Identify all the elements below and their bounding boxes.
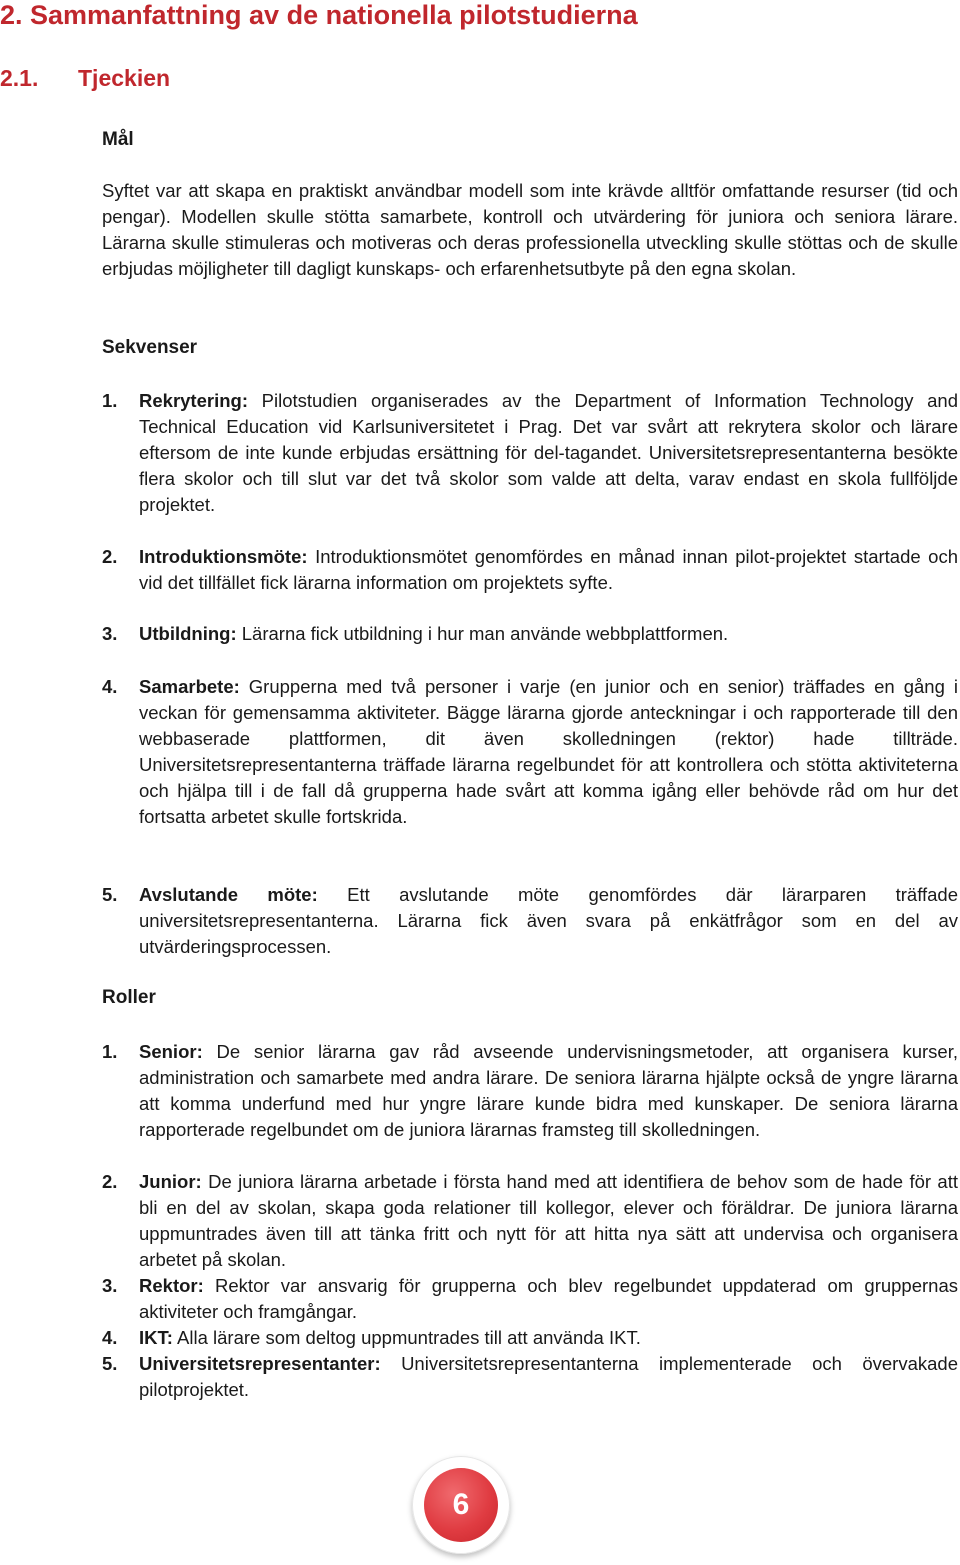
item-number: 3. xyxy=(102,1275,118,1296)
sekvens-item-rekrytering xyxy=(102,388,958,518)
page-number-badge xyxy=(412,1456,510,1554)
item-text: De senior lärarna gav råd avseende undervisningsmetoder, att organisera kurser, administration och samarbete med andra lärare. De seniora lärarna hjälpte också de yngre lärarna att komma underfund med hur yngre lärare kunde bidra med kunskaper. De seniora lärarna rapporterade regelbundet om de juniora lärarnas framsteg till skolledningen. xyxy=(139,1041,959,1140)
item-number: 2. xyxy=(102,1171,118,1192)
item-text: Introduktionsmötet genomfördes en månad innan pilot-projektet startade och vid det tillfället fick lärarna information om projektets syfte. xyxy=(139,546,959,593)
item-text: Grupperna med två personer i varje (en junior och en senior) träffades en gång i veckan för gemensamma aktiviteter. Bägge lärarna gjorde anteckningar i och rapporterade till den webbaserade plattformen, dit även skolledningen (rektor) hade tillträde. Universitetsrepresentanterna träffade lärarna regelbundet för att kontrollera och stötta aktiviteterna och hjälpa till i de fall då grupperna hade svårt att komma igång eller behövde råd om hur det fortsatta arbetet skulle fortskrida. xyxy=(139,676,958,827)
roll-item-senior xyxy=(102,1039,958,1143)
item-number: 5. xyxy=(102,1353,118,1374)
item-text: Rektor var ansvarig för grupperna och blev regelbundet uppdaterad om gruppernas aktiviteter och framgångar. xyxy=(139,1275,959,1322)
sekvens-item-introduktionsmote xyxy=(102,544,958,596)
item-number: 1. xyxy=(102,390,118,411)
roller-heading: Roller xyxy=(102,987,156,1008)
sekvens-item-utbildning xyxy=(102,621,958,647)
page-number: 6 xyxy=(424,1468,498,1542)
roll-item-ikt xyxy=(102,1325,958,1351)
item-text: Pilotstudien organiserades av the Department of Information Technology and Technical Education vid Karlsuniversitetet i Prag. Det var svårt att rekrytera skolor och lärare eftersom de inte kunde erbjudas ersättning för del-tagandet. Universitetsrepresentanterna besökte flera skolor och till slut var det två skolor som valde att delta, varav endast en skola fullföljde projektet. xyxy=(139,390,959,515)
section-number: 2.1. xyxy=(0,65,39,91)
item-text: De juniora lärarna arbetade i första hand med att identifiera de behov som de hade för att bli en del av skolan, skapa goda relationer till kollegor, elever och föräldrar. De juniora lärarna uppmuntrades även till att tänka fritt och nytt för att hitta nya sätt att undervisa och organisera arbetet på skolan. xyxy=(139,1171,958,1270)
item-label: Rekrytering: xyxy=(139,390,248,411)
item-label: Avslutande möte: xyxy=(139,884,318,905)
item-label: Rektor: xyxy=(139,1275,204,1296)
item-label: IKT: xyxy=(139,1327,173,1348)
sekvens-item-avslutande-mote xyxy=(102,882,958,960)
item-label: Junior: xyxy=(139,1171,202,1192)
item-label: Universitetsrepresentanter: xyxy=(139,1353,381,1374)
mal-paragraph: Syftet var att skapa en praktiskt användbar modell som inte krävde alltför omfattande resurser (tid och pengar). Modellen skulle stötta samarbete, kontroll och utvärdering för juniora och seniora lärare. Lärarna skulle stimuleras och motiveras och deras professionella utveckling skulle stöttas och de skulle erbjudas möjligheter till dagligt kunskaps- och erfarenhetsutbyte på den egna skolan. xyxy=(102,180,958,279)
item-label: Utbildning: xyxy=(139,623,237,644)
item-text: Universitetsrepresentanterna implementerade och övervakade pilotprojektet. xyxy=(139,1353,958,1400)
roll-item-junior xyxy=(102,1169,958,1273)
item-label: Introduktionsmöte: xyxy=(139,546,308,567)
section-title: Tjeckien xyxy=(78,65,171,91)
item-number: 1. xyxy=(102,1041,118,1062)
section-heading xyxy=(0,64,170,92)
item-number: 4. xyxy=(102,1327,118,1348)
item-number: 4. xyxy=(102,676,118,697)
item-number: 2. xyxy=(102,546,118,567)
roll-item-universitetsrepresentanter xyxy=(102,1351,958,1403)
item-label: Senior: xyxy=(139,1041,203,1062)
roll-item-rektor xyxy=(102,1273,958,1325)
sekvens-item-samarbete xyxy=(102,674,958,830)
item-text: Lärarna fick utbildning i hur man använde webbplattformen. xyxy=(241,623,729,644)
item-label: Samarbete: xyxy=(139,676,240,697)
item-text: Ett avslutande möte genomfördes där lärarparen träffade universitetsrepresentanterna. Lärarna fick även svara på enkätfrågor som en del av utvärderingsprocessen. xyxy=(139,884,959,957)
item-text: Alla lärare som deltog uppmuntrades till att använda IKT. xyxy=(177,1327,641,1348)
item-number: 3. xyxy=(102,623,118,644)
sekvenser-heading: Sekvenser xyxy=(102,337,198,358)
item-number: 5. xyxy=(102,884,118,905)
mal-heading: Mål xyxy=(102,129,134,150)
chapter-heading: 2. Sammanfattning av de nationella pilotstudierna xyxy=(0,0,638,30)
